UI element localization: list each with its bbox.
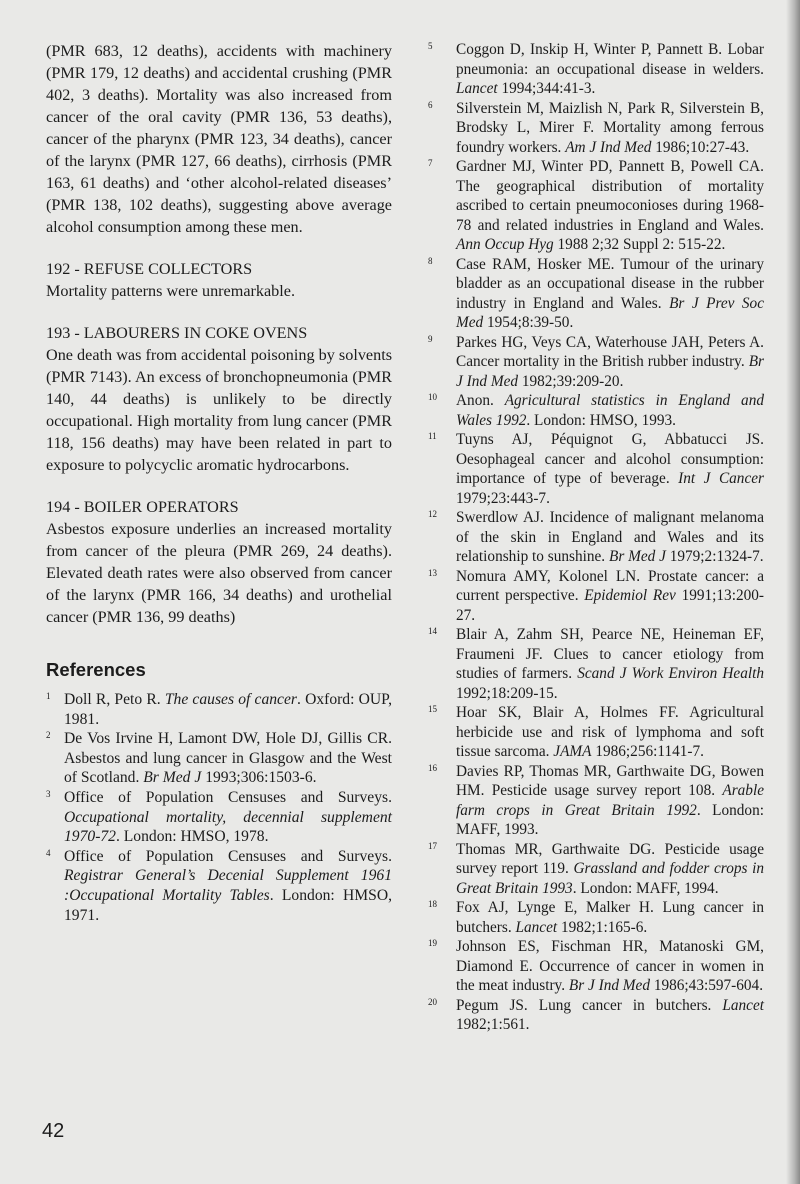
reference-details: . London: HMSO, 1971.: [64, 886, 392, 924]
reference-number: 4: [46, 847, 51, 858]
reference-details: 1986;256:1141-7.: [591, 743, 704, 760]
section-text: Asbestos exposure underlies an increased mortality from cancer of the pleura (PMR 269, 24 deaths). Elevated death rates were also observed from cancer of the larynx (PMR 166, 34 deaths) and urothelial cancer (PMR 136, 99 deaths): [46, 520, 392, 626]
reference-source: Arable farm crops in Great Britain 1992: [456, 782, 764, 819]
reference-text: Office of Population Censuses and Surveys.: [64, 788, 392, 806]
reference-item: [46, 788, 392, 847]
reference-number: 11: [428, 431, 437, 441]
reference-source: Epidemiol Rev: [584, 587, 676, 604]
reference-text: Nomura AMY, Kolonel LN. Prostate cancer: a current perspective.: [456, 567, 764, 604]
reference-text: Thomas MR, Garthwaite DG. Pesticide usage survey report 119.: [456, 840, 764, 877]
reference-text: Fox AJ, Lynge E, Malker H. Lung cancer in butchers.: [456, 899, 764, 936]
reference-item: [428, 937, 764, 996]
reference-text: Coggon D, Inskip H, Winter P, Pannett B. Lobar pneumonia: an occupational disease in welders.: [456, 41, 764, 78]
reference-text: Doll R, Peto R.: [64, 691, 165, 708]
reference-source: Registrar General’s Decenial Supplement 1961 :Occupational Mortality Tables: [64, 867, 392, 904]
reference-text: Silverstein M, Maizlish N, Park R, Silverstein B, Brodsky L, Mirer F. Mortality among ferrous foundry workers.: [456, 99, 764, 156]
reference-source: Br Med J: [143, 769, 202, 787]
reference-number: 18: [428, 899, 437, 909]
reference-item: [428, 625, 764, 703]
reference-number: 3: [46, 788, 51, 799]
reference-item: [428, 567, 764, 626]
reference-details: 1986;43:597-604.: [650, 977, 764, 994]
reference-number: 5: [428, 41, 433, 51]
reference-text: Tuyns AJ, Péquignot G, Abbatucci JS. Oesophageal cancer and alcohol consumption: importance of type of beverage.: [456, 431, 764, 487]
reference-text: Hoar SK, Blair A, Holmes FF. Agricultural herbicide use and risk of lymphoma and soft tissue sarcoma.: [456, 704, 764, 760]
reference-source: Br J Prev Soc Med: [456, 294, 764, 331]
reference-number: 7: [428, 158, 433, 168]
reference-number: 13: [428, 567, 437, 578]
reference-details: . London: MAFF, 1994.: [572, 879, 719, 897]
reference-details: . Oxford: OUP, 1981.: [64, 691, 392, 728]
reference-details: 1982;1:561.: [456, 1016, 530, 1033]
reference-text: Office of Population Censuses and Surveys.: [64, 847, 392, 865]
section-heading: 193 - LABOURERS IN COKE OVENS: [46, 324, 308, 342]
section-refuse-collectors: [46, 258, 392, 302]
reference-source: Br J Ind Med: [456, 353, 764, 390]
reference-item: [428, 391, 764, 430]
reference-details: . London: HMSO, 1993.: [526, 411, 676, 429]
reference-source: The causes of cancer: [164, 691, 297, 708]
references-list-left: [46, 690, 392, 925]
reference-details: 1979;23:443-7.: [456, 489, 550, 507]
reference-text: De Vos Irvine H, Lamont DW, Hole DJ, Gillis CR. Asbestos and lung cancer in Glasgow and the West of Scotland.: [64, 730, 392, 787]
reference-number: 1: [46, 691, 51, 701]
reference-details: 1991;13:200-27.: [456, 587, 765, 624]
reference-text: Blair A, Zahm SH, Pearce NE, Heineman EF, Fraumeni JF. Clues to cancer etiology from studies of farmers.: [456, 626, 764, 682]
reference-item: [428, 898, 764, 937]
intro-paragraph: (PMR 683, 12 deaths), accidents with machinery (PMR 179, 12 deaths) and accidental crushing (PMR 402, 3 deaths). Mortality was also increased from cancer of the oral cavity (PMR 136, 53 deaths), cancer of the pharynx (PMR 123, 34 deaths), cancer of the larynx (PMR 127, 66 deaths), cirrhosis (PMR 163, 61 deaths) and ‘other alcohol-related diseases’ (PMR 138, 102 deaths), suggesting above average alcohol consumption among these men.: [46, 42, 392, 236]
reference-text: Davies RP, Thomas MR, Garthwaite DG, Bowen HM. Pesticide usage survey report 108.: [456, 762, 764, 799]
reference-details: 1982;39:209-20.: [518, 372, 624, 390]
reference-details: . London: MAFF, 1993.: [456, 801, 764, 838]
reference-item: [428, 430, 764, 508]
section-coke-oven-labourers: [46, 322, 392, 476]
reference-number: 10: [428, 392, 437, 402]
reference-item: [428, 840, 764, 899]
reference-item: [428, 762, 764, 840]
reference-number: 14: [428, 626, 437, 636]
reference-text: Gardner MJ, Winter PD, Pannett B, Powell CA. The geographical distribution of mortality ascribed to certain pneumoconioses during 1968-78 and related industries in England and Wales.: [456, 158, 764, 234]
references-list-right: [428, 40, 764, 1035]
reference-number: 19: [428, 938, 437, 948]
reference-source: Occupational mortality, decennial supplement 1970-72: [64, 808, 392, 846]
reference-number: 6: [428, 99, 433, 110]
reference-source: Br J Ind Med: [568, 977, 650, 994]
reference-text: Swerdlow AJ. Incidence of malignant melanoma of the skin in England and Wales and its relationship to sunshine.: [456, 509, 764, 565]
reference-details: 1979;2:1324-7.: [665, 548, 764, 565]
references-heading: References: [46, 659, 146, 680]
reference-details: 1992;18:209-15.: [456, 684, 558, 702]
reference-source: Lancet: [515, 918, 558, 936]
reference-text: Case RAM, Hosker ME. Tumour of the urinary bladder as an occupational disease in the rubber industry in England and Wales.: [456, 255, 764, 312]
reference-text: Johnson ES, Fischman HR, Matanoski GM, Diamond E. Occurrence of cancer in women in the meat industry.: [456, 938, 764, 994]
reference-number: 17: [428, 840, 437, 851]
reference-source: JAMA: [553, 743, 592, 760]
reference-details: 1982;1:165-6.: [557, 918, 648, 936]
reference-number: 2: [46, 730, 51, 741]
section-heading: 192 - REFUSE COLLECTORS: [46, 260, 253, 278]
reference-source: Lancet: [722, 996, 764, 1014]
reference-details: . London: HMSO, 1978.: [115, 828, 269, 846]
section-text: One death was from accidental poisoning by solvents (PMR 7143). An excess of bronchopneumonia (PMR 140, 44 deaths) is unlikely to be directly occupational. High mortality from lung cancer (PMR 118, 156 deaths) may have been related in part to exposure to polycyclic aromatic hydrocarbons.: [46, 346, 392, 474]
reference-details: 1986;10:27-43.: [651, 138, 750, 156]
reference-item: [428, 703, 764, 762]
section-boiler-operators: [46, 496, 392, 628]
reference-details: 1954;8:39-50.: [483, 314, 574, 331]
reference-number: 9: [428, 333, 433, 344]
reference-source: Scand J Work Environ Health: [577, 665, 765, 682]
reference-item: [46, 847, 392, 925]
reference-source: Int J Cancer: [678, 470, 764, 487]
reference-source: Grassland and fodder crops in Great Britain 1993: [456, 860, 764, 897]
page-edge-shadow: [786, 0, 800, 1184]
reference-item: [428, 508, 764, 567]
right-column: [428, 40, 764, 1035]
reference-source: Agricultural statistics in England and Wales 1992: [456, 392, 764, 429]
reference-source: Br Med J: [608, 548, 666, 565]
reference-number: 8: [428, 255, 433, 266]
reference-number: 20: [428, 996, 437, 1007]
reference-number: 12: [428, 509, 437, 519]
reference-source: Ann Occup Hyg: [456, 236, 554, 253]
reference-item: [428, 40, 764, 99]
page-number: 42: [42, 1120, 65, 1142]
reference-item: [46, 690, 392, 729]
section-heading: 194 - BOILER OPERATORS: [46, 498, 239, 516]
reference-item: [428, 996, 764, 1035]
reference-details: 1993;306:1503-6.: [201, 769, 317, 787]
reference-text: Parkes HG, Veys CA, Waterhouse JAH, Peters A. Cancer mortality in the British rubber industry.: [456, 333, 764, 370]
reference-text: Pegum JS. Lung cancer in butchers.: [456, 996, 723, 1014]
reference-item: [46, 729, 392, 788]
reference-details: 1988 2;32 Suppl 2: 515-22.: [553, 236, 726, 253]
left-column: [46, 40, 392, 925]
reference-item: [428, 255, 764, 333]
reference-source: Lancet: [456, 80, 498, 97]
reference-source: Am J Ind Med: [565, 138, 652, 156]
reference-number: 16: [428, 762, 437, 773]
reference-details: 1994;344:41-3.: [497, 80, 596, 97]
reference-item: [428, 333, 764, 392]
section-text: Mortality patterns were unremarkable.: [46, 282, 296, 300]
reference-item: [428, 157, 764, 255]
reference-number: 15: [428, 704, 437, 714]
reference-text: Anon.: [456, 392, 505, 409]
reference-item: [428, 99, 764, 158]
